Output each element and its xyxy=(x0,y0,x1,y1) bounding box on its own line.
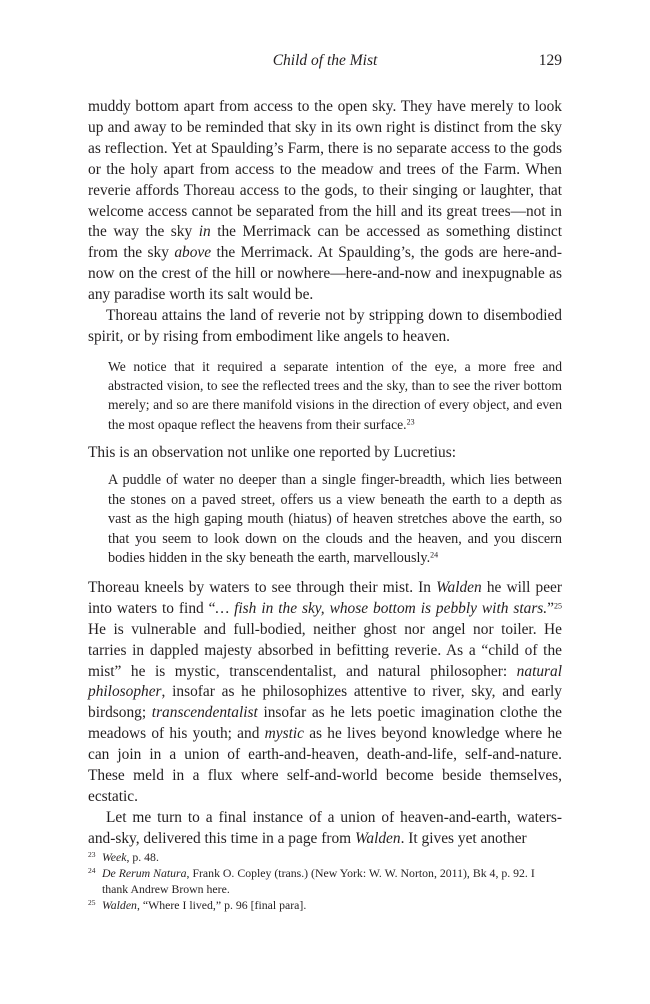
paragraph-text: he will peer into waters to find “ xyxy=(88,578,562,617)
paragraph-text: insofar as he lets poetic imagination clothe the meadows of his youth; and xyxy=(88,704,562,743)
footnote-title: De Rerum Natura xyxy=(102,866,187,880)
paragraph-text: , insofar as he philosophizes attentive to river, sky, and early birdsong; xyxy=(88,683,562,722)
emphasis: in xyxy=(198,223,211,241)
book-title: Walden xyxy=(354,829,401,847)
paragraph-text: muddy bottom apart from access to the open sky. They have merely to look up and away to be reminded that sky in its own right is distinct from the sky as reflection. Yet at Spaulding’s Farm, there is no separate access to the gods or the holy apart from access to the meadow and trees of the Farm. When reverie affords Thoreau access to the gods, to their singing or laughter, that welcome access cannot be separated from the hill and its great trees—not in the way the sky xyxy=(88,98,562,241)
footnote-title: Walden xyxy=(102,898,137,912)
footnote-title: Week xyxy=(102,850,127,864)
paragraph-text: Let me turn to a final instance of a union of heaven-and-earth, waters-and-sky, delivered this time in a page from xyxy=(88,808,562,847)
paragraph-5 xyxy=(88,808,562,850)
paragraph-text: the Merrimack. At Spaulding’s, the gods are here-and-now on the crest of the hill or nowhere—here-and-now and inexpugnable as any paradise worth its salt would be. xyxy=(88,244,562,304)
paragraph-1 xyxy=(88,97,562,306)
quote-text: We notice that it required a separate intention of the eye, a more free and abstracted vision, to see the reflected trees and the sky, than to see the river bottom merely; and so are there manifold visions in the direction of every object, and even the most opaque reflect the heavens from their surface. xyxy=(108,358,562,432)
paragraph-text: Thoreau attains the land of reverie not by stripping down to disembodied spirit, or by rising from embodiment like angels to heaven. xyxy=(88,307,562,345)
paragraph-text: ” xyxy=(547,599,554,617)
paragraph-text: the Merrimack can be accessed as something distinct from the sky xyxy=(88,223,562,262)
footnote-text: , p. 48. xyxy=(126,850,159,864)
footnote xyxy=(88,849,562,865)
quote-text: A puddle of water no deeper than a single finger-breadth, which lies between the stones on a paved street, offers us a view beneath the earth to a depth as vast as the high gaping mouth (hiatus) of heaven stretches above the earth, so that you seem to look down on the clouds and the heaven, and you discern bodies hidden in the sky beneath the earth, marvellously. xyxy=(108,471,562,567)
running-head xyxy=(88,52,562,74)
paragraph-text: He is vulnerable and full-bodied, neither ghost nor angel nor toiler. He tarries in dappled majesty absorbed in befitting reverie. As a “child of the mist” he is mystic, transcendentalist, and natural philosopher: xyxy=(88,620,562,680)
footnote-text: , “Where I lived,” p. 96 [final para]. xyxy=(136,898,307,912)
block-quote-2 xyxy=(108,471,562,569)
emphasis: mystic xyxy=(264,725,304,743)
emphasis: above xyxy=(174,244,212,262)
paragraph-text: . It gives yet another xyxy=(400,829,527,847)
footnote-number: 23 xyxy=(88,850,96,859)
footnotes xyxy=(88,849,562,913)
paragraph-4 xyxy=(88,578,562,808)
chapter-title: Child of the Mist xyxy=(272,52,378,69)
footnote-number: 24 xyxy=(88,866,96,875)
emphasis: transcendentalist xyxy=(151,704,258,722)
emphasis: natural philosopher xyxy=(88,662,562,701)
paragraph-text: This is an observation not unlike one reported by Lucretius: xyxy=(88,444,457,462)
footnote-ref[interactable]: 25 xyxy=(554,601,562,611)
paragraph-text: as he lives beyond knowledge where he can join in a union of earth-and-heaven, death-and-life, self-and-nature. These meld in a flux where self-and-world become beside themselves, ecstatic. xyxy=(88,725,563,805)
book-title: Walden xyxy=(436,578,482,596)
inline-quote: … fish in the sky, whose bottom is pebbly with stars. xyxy=(215,599,548,617)
body-text xyxy=(88,97,562,850)
footnote xyxy=(88,865,562,897)
footnote-number: 25 xyxy=(88,898,96,907)
page-number: 129 xyxy=(538,52,562,69)
paragraph-text: Thoreau kneels by waters to see through their mist. In xyxy=(88,578,437,596)
paragraph-3 xyxy=(88,443,562,464)
paragraph-2 xyxy=(88,306,562,348)
footnote-ref[interactable]: 24 xyxy=(430,550,439,560)
footnote-ref[interactable]: 23 xyxy=(406,417,415,427)
footnote-text: , Frank O. Copley (trans.) (New York: W. W. Norton, 2011), Bk 4, p. 92. I thank Andrew Brown here. xyxy=(102,866,535,896)
block-quote-1 xyxy=(108,357,562,434)
footnote xyxy=(88,897,562,913)
